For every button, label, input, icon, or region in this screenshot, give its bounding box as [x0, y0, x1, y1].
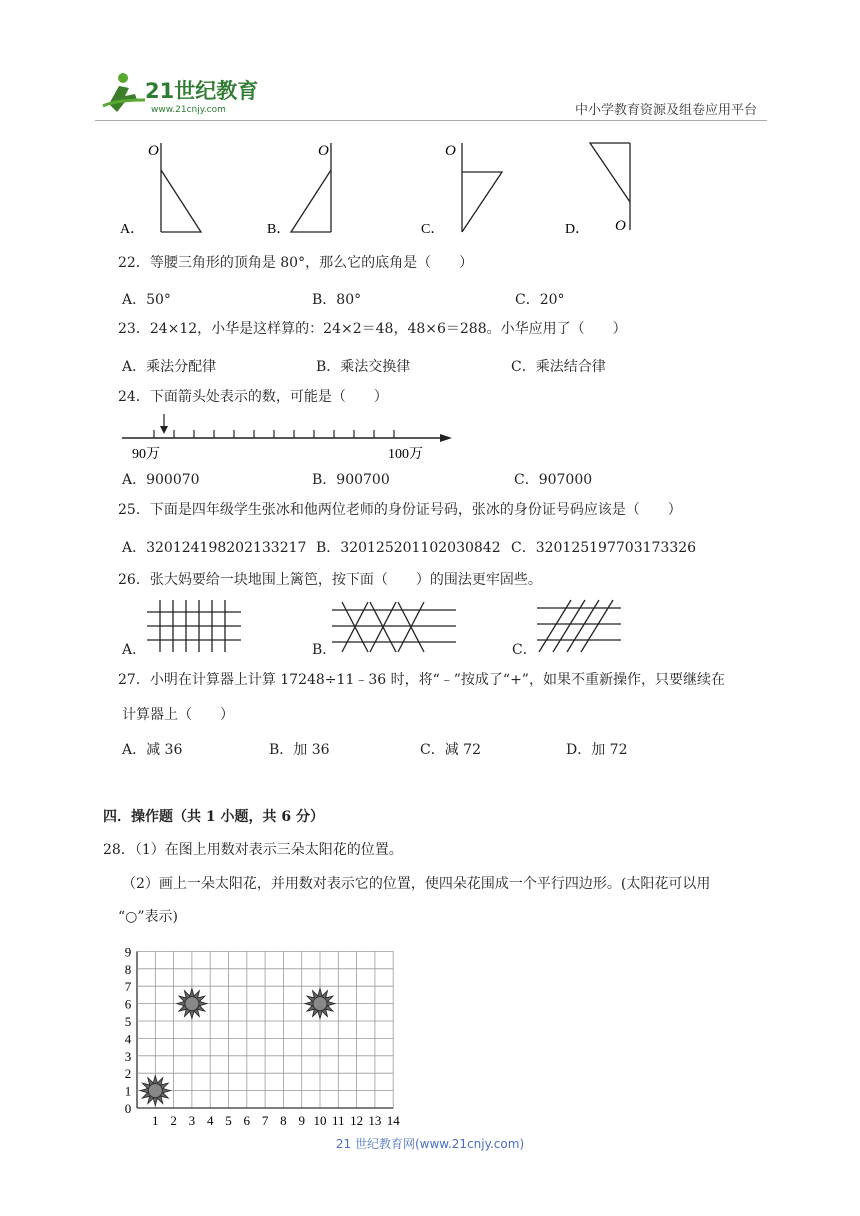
fence-cross-figure [330, 598, 460, 654]
q27-option-c[interactable]: C．减 72 [420, 742, 481, 758]
footer-text: 21 世纪教育网(www.21cnjy.com) [335, 1137, 525, 1151]
q26-option-c[interactable]: C． [512, 642, 537, 658]
x-tick-label: 13 [368, 1113, 382, 1128]
q25-stem: 25．下面是四年级学生张冰和他两位老师的身份证号码，张冰的身份证号码应该是（ ） [118, 502, 682, 518]
sunflower-center [313, 997, 327, 1011]
q27-stem-line1: 27．小明在计算器上计算 17248÷11﹣36 时，将“﹣”按成了“+”，如果不重新操作，只要继续在 [118, 672, 725, 688]
q21-option-c-label: C． [421, 222, 445, 237]
q21-figures [95, 130, 775, 240]
x-tick-label: 11 [332, 1113, 345, 1128]
q27-stem-line2: 计算器上（ ） [122, 707, 234, 723]
axis-start-label: 90万 [132, 447, 160, 462]
y-tick-label: 3 [124, 1048, 132, 1064]
y-tick-label: 4 [124, 1031, 132, 1047]
section-title: 四．操作题（共 1 小题，共 6 分） [103, 809, 324, 825]
x-tick-label: 9 [298, 1113, 305, 1128]
y-tick-label: 9 [124, 944, 132, 960]
q28-line1: 28．（1）在图上用数对表示三朵太阳花的位置。 [103, 842, 403, 858]
x-tick-label: 12 [350, 1113, 364, 1128]
q25-option-c[interactable]: C．320125197703173326 [511, 540, 697, 556]
fence-slant-figure [535, 598, 625, 654]
sunflower-center [148, 1084, 162, 1098]
q23-stem: 23．24×12，小华是这样算的：24×2＝48，48×6＝288。小华应用了（ ） [118, 321, 627, 337]
q21-option-b-label: B． [267, 222, 291, 237]
coordinate-grid [110, 938, 410, 1133]
q24-option-a[interactable]: A．900070 [122, 472, 200, 488]
x-tick-label: 6 [243, 1113, 251, 1128]
q22-option-b[interactable]: B．80° [312, 292, 362, 308]
q26-option-a[interactable]: A． [122, 642, 147, 658]
y-tick-label: 1 [124, 1083, 132, 1099]
q21-a-point-label: O [148, 143, 159, 159]
q24-option-c[interactable]: C．907000 [514, 472, 593, 488]
q22-stem: 22．等腰三角形的顶角是 80°，那么它的底角是（ ） [118, 255, 474, 271]
q24-option-b[interactable]: B．900700 [312, 472, 390, 488]
q21-option-d-label: D． [565, 222, 590, 237]
q26-option-b[interactable]: B． [312, 642, 337, 658]
x-tick-label: 2 [170, 1113, 177, 1128]
q23-option-c[interactable]: C．乘法结合律 [511, 359, 606, 375]
q28-line2: （2）画上一朵太阳花，并用数对表示它的位置，使四朵花围成一个平行四边形。(太阳花可以用 [122, 876, 711, 892]
logo-url: www.21cnjy.com [151, 105, 226, 115]
q27-option-d[interactable]: D．加 72 [566, 742, 628, 758]
logo-text: 21世纪教育 [145, 79, 259, 103]
y-tick-label: 5 [124, 1014, 132, 1029]
platform-name: 中小学教育资源及组卷应用平台 [575, 103, 758, 118]
y-tick-label: 0 [124, 1101, 132, 1116]
q28-line3: “○”表示) [118, 909, 178, 925]
y-tick-label: 2 [124, 1066, 132, 1082]
q23-option-a[interactable]: A．乘法分配律 [122, 359, 217, 375]
x-tick-label: 4 [206, 1113, 214, 1128]
x-tick-label: 5 [225, 1113, 232, 1128]
y-tick-label: 7 [124, 979, 132, 995]
q22-option-a[interactable]: A．50° [122, 292, 171, 308]
header-divider [95, 120, 767, 121]
site-logo [95, 70, 265, 116]
q25-option-b[interactable]: B．320125201102030842 [316, 540, 501, 556]
q24-stem: 24．下面箭头处表示的数，可能是（ ） [118, 389, 388, 405]
q27-option-a[interactable]: A．减 36 [122, 742, 183, 758]
y-tick-label: 6 [124, 996, 132, 1012]
x-tick-label: 10 [313, 1113, 327, 1128]
x-tick-label: 14 [386, 1113, 400, 1128]
q23-option-b[interactable]: B．乘法交换律 [316, 359, 411, 375]
axis-end-label: 100万 [388, 447, 423, 462]
x-tick-label: 3 [188, 1113, 196, 1128]
q26-stem: 26．张大妈要给一块地围上篱笆，按下面（ ）的围法更牢固些。 [118, 572, 542, 588]
q21-c-point-label: O [445, 143, 456, 159]
x-tick-label: 1 [152, 1113, 159, 1128]
sunflower-center [185, 997, 199, 1011]
x-tick-label: 8 [280, 1113, 287, 1128]
q25-option-a[interactable]: A．320124198202133217 [122, 540, 307, 556]
q21-d-point-label: O [615, 218, 626, 234]
q21-b-point-label: O [318, 143, 329, 159]
fence-grid-figure [145, 598, 245, 654]
q21-option-a-label: A． [120, 222, 145, 237]
q22-option-c[interactable]: C．20° [515, 292, 565, 308]
q27-option-b[interactable]: B．加 36 [269, 742, 330, 758]
number-line [118, 410, 458, 465]
y-tick-label: 8 [124, 961, 132, 977]
x-tick-label: 7 [261, 1113, 269, 1128]
